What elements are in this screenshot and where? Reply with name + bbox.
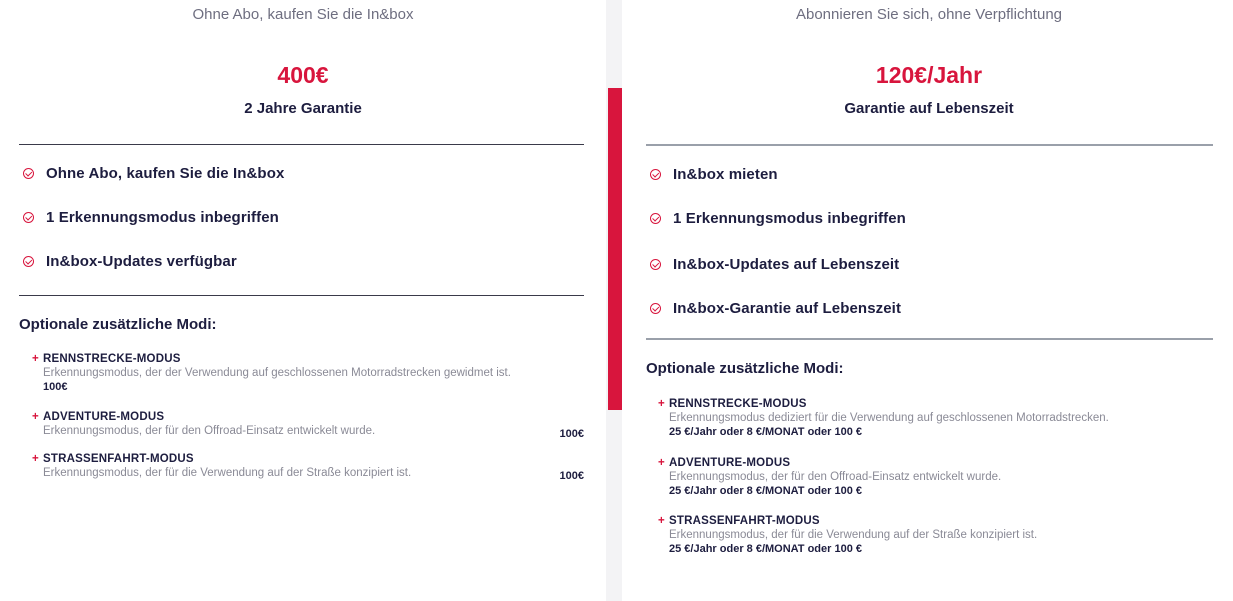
plan-subtitle: Abonnieren Sie sich, ohne Verpflichtung	[795, 6, 1062, 23]
plan-price: 400€	[277, 62, 329, 88]
check-circle-icon	[650, 213, 661, 224]
mode-item-rennstrecke	[658, 398, 1218, 438]
plan-warranty: Garantie auf Lebenszeit	[844, 100, 1014, 117]
mode-description: Erkennungsmodus, der für den Offroad-Einsatz entwickelt wurde.	[43, 425, 376, 437]
plan-subtitle: Ohne Abo, kaufen Sie die In&box	[192, 6, 414, 23]
mode-description: Erkennungsmodus, der der Verwendung auf geschlossenen Motorradstrecken gewidmet ist.	[43, 367, 511, 379]
check-circle-icon	[650, 303, 661, 314]
mode-item-strassenfahrt	[658, 515, 1218, 555]
mode-name: ADVENTURE-MODUS	[43, 411, 165, 423]
feature-item	[650, 207, 906, 229]
mode-item-adventure	[658, 457, 1218, 497]
check-circle-icon	[650, 259, 661, 270]
plan-price: 120€/Jahr	[875, 62, 983, 88]
optional-modes-heading: Optionale zusätzliche Modi:	[646, 360, 844, 377]
plan-subscription-card	[622, 0, 1233, 601]
feature-label: In&box-Updates auf Lebenszeit	[673, 255, 900, 273]
mode-name: ADVENTURE-MODUS	[669, 457, 791, 469]
plus-icon: +	[658, 515, 665, 527]
feature-item	[23, 206, 284, 228]
plus-icon: +	[32, 453, 39, 465]
feature-label: In&box-Updates verfügbar	[46, 252, 237, 270]
feature-list	[650, 163, 906, 319]
check-circle-icon	[23, 168, 34, 179]
mode-price: 25 €/Jahr oder 8 €/MONAT oder 100 €	[669, 426, 862, 438]
check-circle-icon	[23, 212, 34, 223]
mode-name: RENNSTRECKE-MODUS	[43, 353, 181, 365]
feature-item	[650, 253, 906, 275]
feature-label: In&box-Garantie auf Lebenszeit	[673, 299, 902, 317]
plan-warranty: 2 Jahre Garantie	[244, 100, 362, 117]
divider	[19, 295, 584, 296]
feature-list	[23, 162, 284, 272]
mode-name: STRASSENFAHRT-MODUS	[669, 515, 820, 527]
mode-price: 100€	[43, 381, 68, 393]
plan-purchase-card	[0, 0, 606, 601]
mode-description: Erkennungsmodus dediziert für die Verwendung auf geschlossenen Motorradstrecken.	[669, 412, 1109, 424]
mode-item-strassenfahrt	[32, 453, 584, 482]
plus-icon: +	[32, 353, 39, 365]
feature-label: 1 Erkennungsmodus inbegriffen	[46, 208, 279, 226]
feature-item	[23, 162, 284, 184]
check-circle-icon	[650, 169, 661, 180]
plus-icon: +	[32, 411, 39, 423]
mode-item-adventure	[32, 411, 584, 440]
divider	[646, 144, 1213, 146]
check-circle-icon	[23, 256, 34, 267]
feature-label: 1 Erkennungsmodus inbegriffen	[673, 209, 906, 227]
mode-price: 25 €/Jahr oder 8 €/MONAT oder 100 €	[669, 485, 862, 497]
plus-icon: +	[658, 398, 665, 410]
divider	[646, 338, 1213, 340]
mode-name: STRASSENFAHRT-MODUS	[43, 453, 194, 465]
feature-item	[23, 250, 284, 272]
mode-description: Erkennungsmodus, der für die Verwendung auf der Straße konzipiert ist.	[669, 529, 1038, 541]
feature-item	[650, 297, 906, 319]
optional-modes-heading: Optionale zusätzliche Modi:	[19, 316, 217, 333]
mode-price: 25 €/Jahr oder 8 €/MONAT oder 100 €	[669, 543, 862, 555]
feature-item	[650, 163, 906, 185]
mode-description: Erkennungsmodus, der für den Offroad-Einsatz entwickelt wurde.	[669, 471, 1002, 483]
highlight-accent-bar	[608, 88, 622, 410]
divider	[19, 144, 584, 145]
mode-description: Erkennungsmodus, der für die Verwendung auf der Straße konzipiert ist.	[43, 467, 412, 479]
feature-label: Ohne Abo, kaufen Sie die In&box	[46, 164, 285, 182]
plus-icon: +	[658, 457, 665, 469]
mode-price: 100€	[559, 470, 584, 482]
mode-name: RENNSTRECKE-MODUS	[669, 398, 807, 410]
mode-item-rennstrecke	[32, 353, 584, 393]
mode-price: 100€	[559, 428, 584, 440]
feature-label: In&box mieten	[673, 165, 778, 183]
